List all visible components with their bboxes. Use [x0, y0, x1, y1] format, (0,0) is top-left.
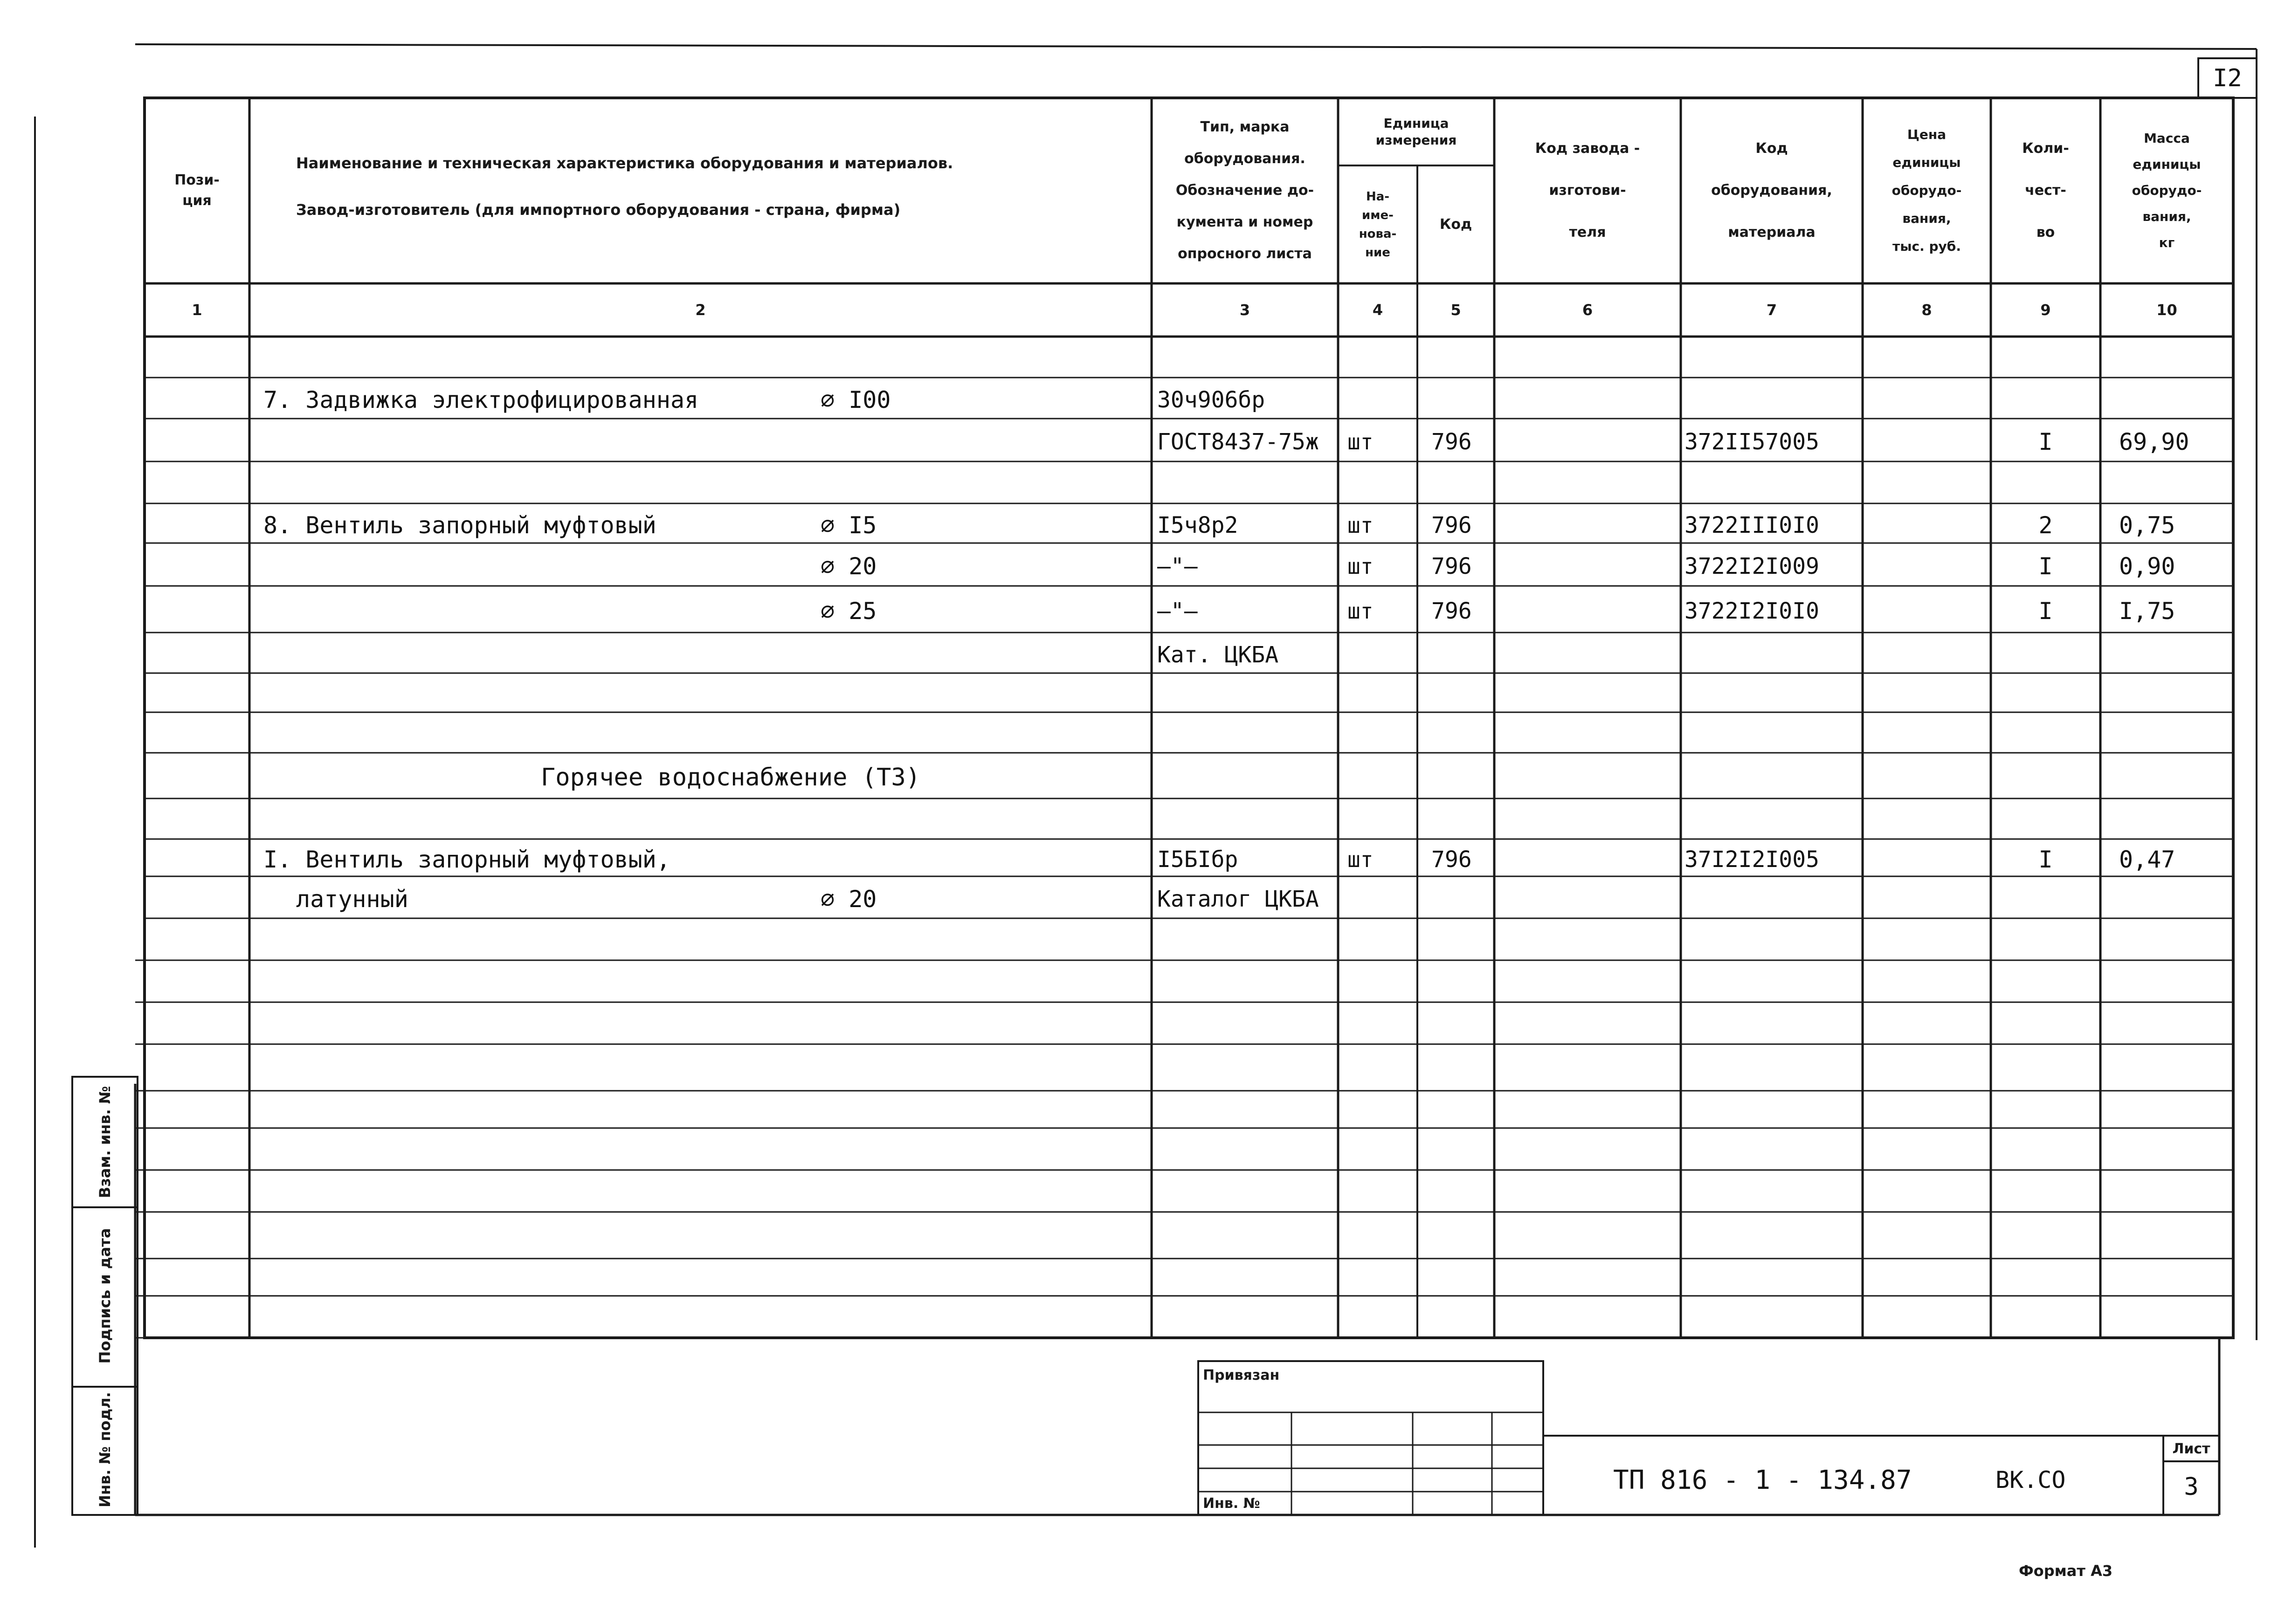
header-line: име- — [1362, 208, 1394, 222]
header-line: кумента и номер — [1176, 214, 1313, 230]
item-equipment-code: 3722I2I009 — [1684, 553, 1819, 579]
item-quantity: I — [2038, 553, 2053, 580]
header-type — [1152, 98, 1338, 283]
column-number: 3 — [1239, 301, 1250, 319]
column-number: 5 — [1450, 301, 1461, 319]
item-diameter: ⌀ 25 — [821, 598, 877, 625]
header-line: На- — [1366, 189, 1390, 204]
item-type: –"– — [1157, 553, 1198, 579]
item-equipment-code: 372II57005 — [1684, 429, 1819, 455]
header-line: материала — [1728, 224, 1816, 241]
header-line: измерения — [1375, 132, 1457, 148]
header-line: Единица — [1383, 115, 1449, 131]
item-mass: 0,90 — [2119, 553, 2175, 580]
item-name: 8. Вентиль запорный муфтовый — [263, 511, 656, 539]
header-unit-group — [1338, 98, 1494, 165]
item-quantity: I — [2038, 598, 2053, 625]
header-line: Масса — [2144, 131, 2190, 146]
item-mass: 0,75 — [2119, 511, 2175, 539]
item-quantity: 2 — [2038, 511, 2053, 539]
item-unit-code: 796 — [1431, 512, 1472, 538]
item-mass: 69,90 — [2119, 428, 2189, 455]
item-type: Кат. ЦКБА — [1157, 641, 1279, 668]
item-unit-code: 796 — [1431, 598, 1472, 624]
item-type: 30ч906бр — [1157, 387, 1265, 413]
header-line: Коли- — [2022, 140, 2069, 157]
column-number: 7 — [1766, 301, 1777, 319]
item-unit: шт — [1347, 599, 1374, 624]
item-type: –"– — [1157, 598, 1198, 624]
header-price — [1863, 98, 1991, 283]
header-line: Тип, марка — [1200, 119, 1290, 135]
section-code: ВК.СО — [1995, 1466, 2066, 1493]
header-line: тыс. руб. — [1892, 239, 1961, 254]
column-number: 4 — [1372, 301, 1383, 319]
header-line: единицы — [2133, 157, 2201, 172]
column-number: 10 — [2156, 301, 2177, 319]
item-unit: шт — [1347, 554, 1374, 579]
item-unit-code: 796 — [1431, 846, 1472, 873]
item-name: I. Вентиль запорный муфтовый, — [263, 846, 670, 873]
header-line: нова- — [1359, 227, 1397, 241]
section-title: Горячее водоснабжение (Т3) — [541, 764, 920, 791]
sheet-value: 3 — [2184, 1473, 2199, 1501]
header-line: Наименование и техническая характеристика оборудования и материалов. — [296, 154, 953, 172]
item-unit: шт — [1347, 429, 1374, 454]
header-line: оборудо- — [2132, 183, 2202, 198]
header-unit-code — [1417, 165, 1494, 283]
header-line: во — [2036, 224, 2055, 241]
header-line: изготови- — [1549, 182, 1626, 199]
stamp-original-inv-label: Инв. № подл. — [96, 1392, 114, 1507]
item-quantity: I — [2038, 846, 2053, 873]
document-code: ТП 816 - 1 - 134.87 — [1613, 1465, 1912, 1495]
sheet-number: I2 — [2213, 64, 2242, 92]
header-quantity — [1991, 98, 2100, 283]
item-diameter: ⌀ 20 — [821, 886, 877, 913]
header-line: вания, — [1902, 211, 1951, 226]
header-line: единицы — [1892, 155, 1961, 170]
item-diameter: ⌀ I00 — [821, 386, 891, 413]
item-mass: I,75 — [2119, 598, 2175, 625]
item-type: I5БIбр — [1157, 846, 1238, 873]
column-number: 8 — [1921, 301, 1932, 319]
column-number: 2 — [695, 301, 706, 319]
item-unit: шт — [1347, 512, 1374, 538]
header-equipment-code — [1681, 98, 1863, 283]
header-factory-code — [1494, 98, 1681, 283]
header-line: вания, — [2142, 209, 2191, 224]
header-line: Код завода - — [1535, 140, 1640, 157]
item-equipment-code: 3722III0I0 — [1684, 512, 1819, 538]
header-line: ние — [1365, 245, 1390, 260]
header-line: Код — [1439, 216, 1472, 233]
item-unit-code: 796 — [1431, 429, 1472, 455]
stamp-replaced-inv-label: Взам. инв. № — [96, 1086, 114, 1198]
header-line: Цена — [1907, 127, 1947, 142]
header-line: оборудо- — [1892, 183, 1962, 198]
item-diameter: ⌀ 20 — [821, 553, 877, 580]
header-line: Код — [1755, 140, 1788, 157]
header-name — [296, 140, 953, 233]
item-unit-code: 796 — [1431, 553, 1472, 579]
format-label: Формат А3 — [2019, 1562, 2113, 1580]
header-line: опросного листа — [1178, 246, 1312, 262]
header-line: оборудования. — [1184, 151, 1305, 167]
item-quantity: I — [2038, 428, 2053, 455]
inventory-label: Инв. № — [1203, 1495, 1260, 1512]
header-line: кг — [2159, 235, 2175, 250]
item-type: I5ч8р2 — [1157, 512, 1238, 538]
item-name: латунный — [296, 886, 408, 913]
item-diameter: ⌀ I5 — [821, 511, 877, 539]
header-unit-name — [1338, 165, 1417, 283]
linked-label: Привязан — [1203, 1367, 1280, 1383]
column-number: 9 — [2040, 301, 2051, 319]
header-line: теля — [1569, 224, 1606, 241]
header-line: оборудования, — [1711, 182, 1832, 199]
column-number: 6 — [1582, 301, 1593, 319]
header-line: Завод-изготовитель (для импортного оборудования - страна, фирма) — [296, 201, 901, 219]
header-line: чест- — [2025, 182, 2066, 199]
header-line: ция — [182, 193, 212, 209]
header-line: Обозначение до- — [1175, 182, 1314, 199]
item-type: ГОСТ8437-75ж — [1157, 429, 1319, 455]
item-equipment-code: 3722I2I0I0 — [1684, 598, 1819, 624]
item-mass: 0,47 — [2119, 846, 2175, 873]
item-unit: шт — [1347, 847, 1374, 872]
header-position — [145, 98, 249, 283]
header-mass — [2100, 98, 2233, 283]
item-equipment-code: 37I2I2I005 — [1684, 846, 1819, 873]
sheet-label: Лист — [2172, 1440, 2210, 1457]
header-line: Пози- — [174, 172, 220, 188]
stamp-sign-date-label: Подпись и дата — [96, 1228, 114, 1364]
column-number: 1 — [192, 301, 202, 319]
item-name: 7. Задвижка электрофицированная — [263, 386, 699, 413]
item-type: Каталог ЦКБА — [1157, 886, 1319, 912]
